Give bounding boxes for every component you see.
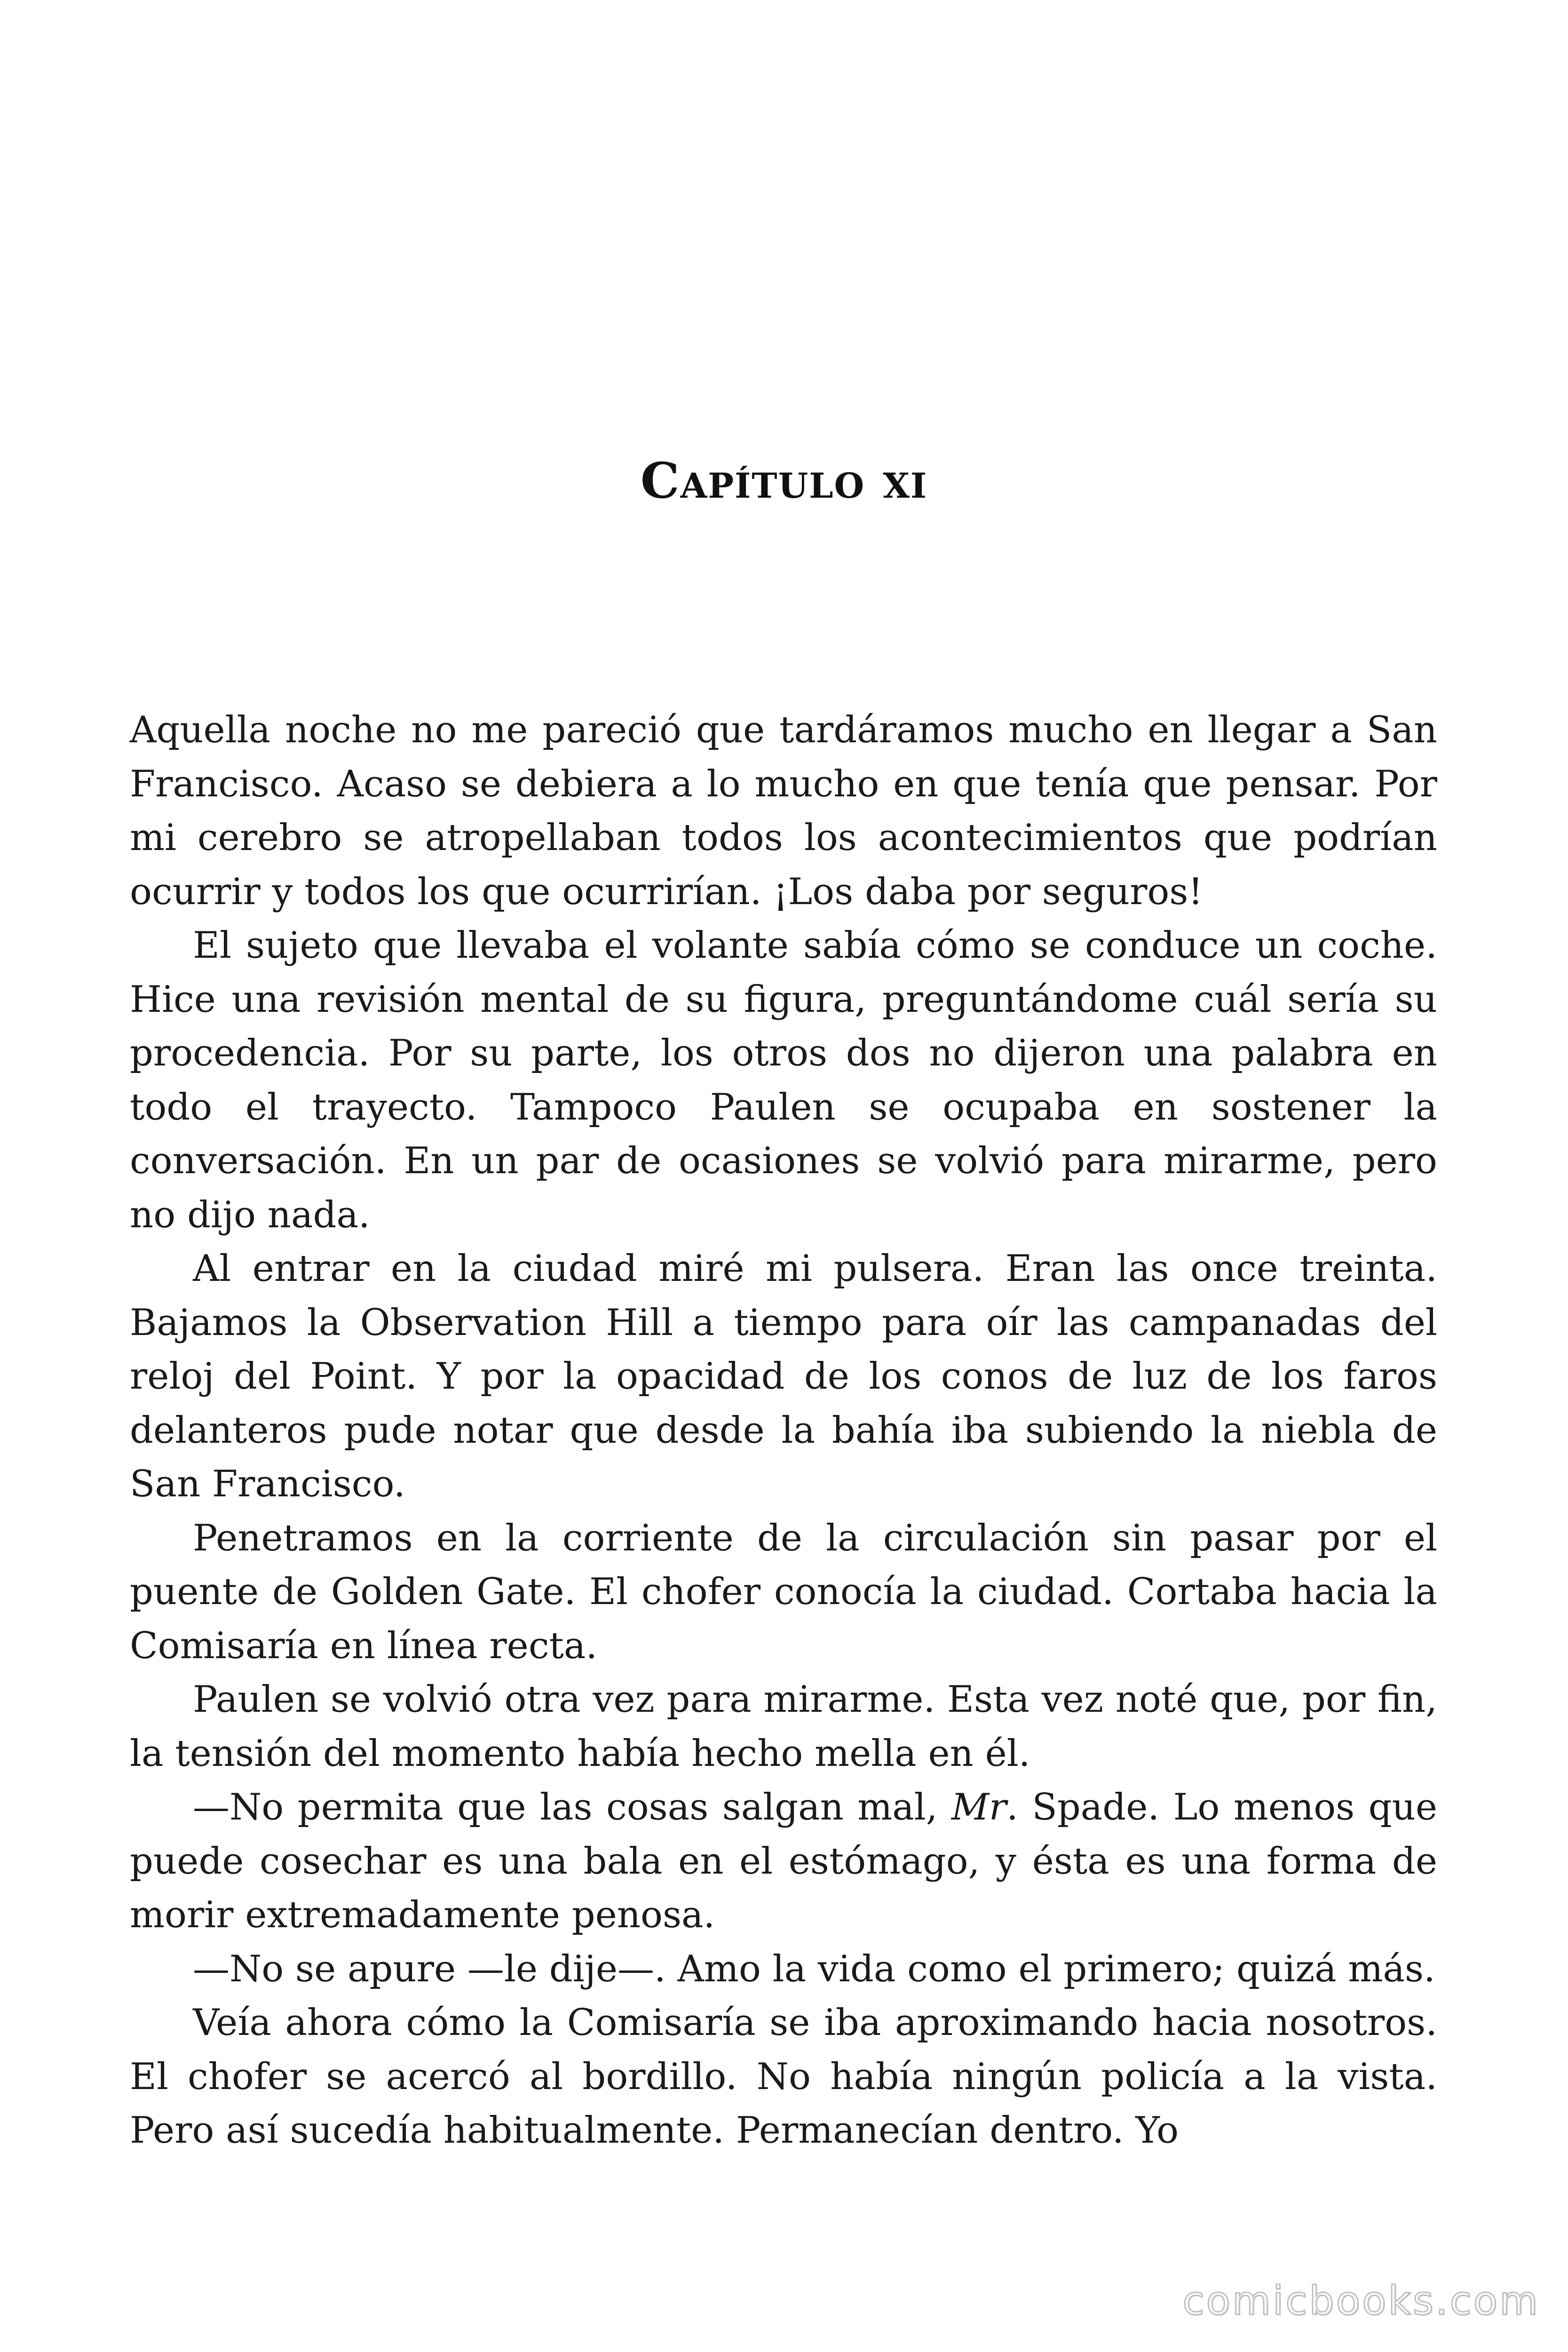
paragraph-text: . Spade. Lo menos que puede cosechar es una bala en el estómago, y ésta es una forma de morir extremadamente penosa.: [130, 1786, 1438, 1936]
paragraph-text: Penetramos en la corriente de la circulación sin pasar por el puente de Golden Gate. El chofer conocía la ciudad. Cortaba hacia la Comisaría en línea recta.: [130, 1517, 1437, 1667]
paragraph-5: [130, 1673, 1437, 1780]
paragraph-text: Al entrar en la ciudad miré mi pulsera. Eran las once treinta. Bajamos la Observation Hill a tiempo para oír las campanadas del reloj del Point. Y por la opacidad de los conos de luz de los faros delanteros pude notar que desde la bahía iba subiendo la niebla de San Francisco.: [130, 1248, 1437, 1505]
paragraph-text: El sujeto que llevaba el volante sabía cómo se conduce un coche. Hice una revisión mental de su figura, preguntándome cuál sería su procedencia. Por su parte, los otros dos no dijeron una palabra en todo el trayecto. Tampoco Paulen se ocupaba en sostener la conversación. En un par de ocasiones se volvió para mirarme, pero no dijo nada.: [130, 924, 1437, 1236]
chapter-body: [130, 703, 1437, 2158]
paragraph-2: [130, 919, 1437, 1242]
paragraph-7: [130, 1942, 1437, 1996]
watermark-logo: comicbooks.com: [1182, 2278, 1540, 2324]
chapter-title: Capítulo xi: [640, 452, 928, 509]
paragraph-3: [130, 1242, 1437, 1511]
paragraph-6: [130, 1780, 1437, 1942]
paragraph-1: [130, 703, 1437, 919]
italic-honorific: Mr: [951, 1786, 1007, 1828]
paragraph-text: Aquella noche no me pareció que tardáramos mucho en llegar a San Francisco. Acaso se debiera a lo mucho en que tenía que pensar. Por mi cerebro se atropellaban todos los acontecimientos que podrían ocurrir y todos los que ocurrirían. ¡Los daba por seguros!: [130, 709, 1437, 913]
paragraph-8: [130, 1996, 1437, 2158]
paragraph-text: —No se apure —le dije—. Amo la vida como el primero; quizá más.: [193, 1947, 1435, 1990]
paragraph-text: Veía ahora cómo la Comisaría se iba aproximando hacia nosotros. El chofer se acercó al bordillo. No había ningún policía a la vista. Pero así sucedía habitualmente. Permanecían dentro. Yo: [130, 2002, 1437, 2152]
paragraph-text: —No permita que las cosas salgan mal,: [193, 1786, 951, 1828]
paragraph-text: Paulen se volvió otra vez para mirarme. Esta vez noté que, por fin, la tensión del momento había hecho mella en él.: [130, 1678, 1437, 1775]
paragraph-4: [130, 1511, 1437, 1673]
